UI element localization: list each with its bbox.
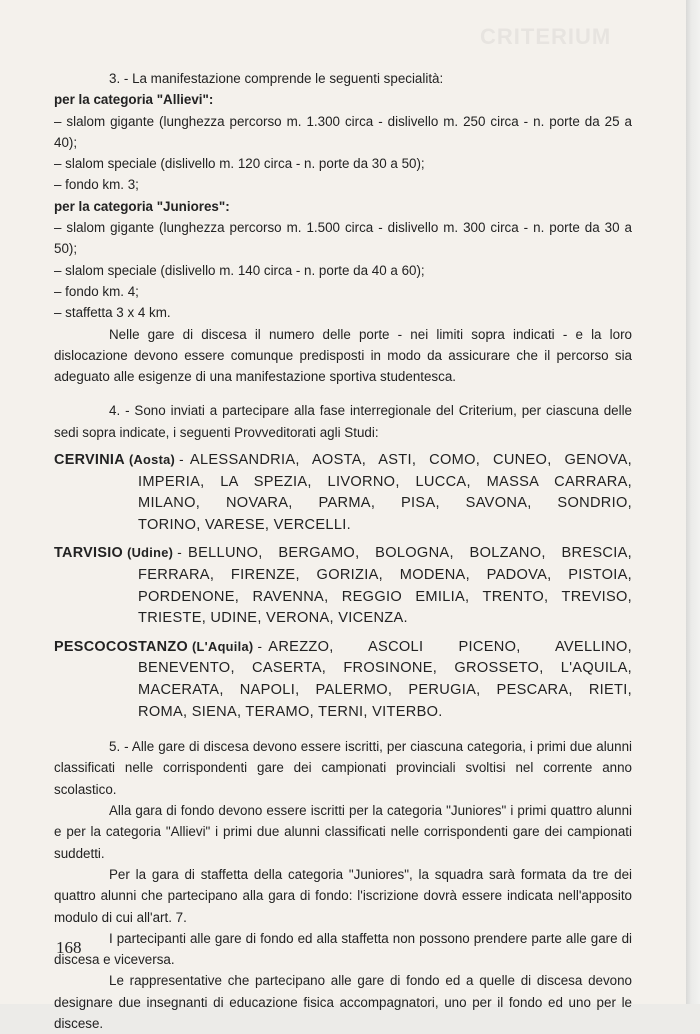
province-list-line: PORDENONE, RAVENNA, REGGIO EMILIA, TRENTO, TREVISO, <box>138 588 632 605</box>
section-5-paragraph: I partecipanti alle gare di fondo ed alla staffetta non possono prendere parte alle gare di discesa e viceversa. <box>54 930 632 968</box>
venue-separator: - <box>257 638 263 654</box>
venue-province: (L'Aquila) <box>192 638 254 654</box>
page-edge <box>686 0 700 1004</box>
venue-pescocostanzo <box>54 636 632 723</box>
province-list-line: BELLUNO, BERGAMO, BOLOGNA, BOLZANO, BRESCIA, <box>188 545 632 562</box>
section-5-paragraph: Le rappresentative che partecipano alle gare di fondo ed a quelle di discesa devono designare due insegnanti di educazione fisica accompagnatori, uno per il fondo ed uno per le discese. <box>54 973 632 1032</box>
page-number: 168 <box>56 938 82 957</box>
section-3-note: Nelle gare di discesa il numero delle porte - nei limiti sopra indicati - e la loro dislocazione devono essere comunque predisposti in modo da assicurare che il percorso sia adeguato alle esigenze di una manifestazione sportiva studentesca. <box>54 326 632 385</box>
section-5-paragraph: Alla gara di fondo devono essere iscritti per la categoria "Juniores" i primi quattro alunni e per la categoria "Allievi" i primi due alunni classificati nelle corrispondenti gare dei campionati suddetti. <box>54 803 632 861</box>
juniores-heading: per la categoria "Juniores": <box>54 198 230 214</box>
venue-name: CERVINIA <box>54 452 125 469</box>
venue-separator: - <box>177 545 183 561</box>
page-body <box>54 68 632 1034</box>
section-5-paragraph: Per la gara di staffetta della categoria "Juniores", la squadra sarà formata da tre dei quattro alunni che partecipano alla gara di fondo: l'iscrizione dovrà essere indicata nell'apposito modulo di cui all'art. 7. <box>54 866 632 925</box>
province-list-line: TORINO, VARESE, VERCELLI. <box>138 516 351 533</box>
venue-province: (Udine) <box>127 545 174 561</box>
province-list-line: MACERATA, NAPOLI, PALERMO, PERUGIA, PESCARA, RIETI, <box>138 681 632 698</box>
province-list-line: IMPERIA, LA SPEZIA, LIVORNO, LUCCA, MASSA CARRARA, <box>138 473 632 490</box>
bleed-through-text: CRITERIUM <box>480 24 612 49</box>
juniores-item: – fondo km. 4; <box>54 283 139 299</box>
juniores-item: – slalom gigante (lunghezza percorso m. 1.500 circa - dislivello m. 300 circa - n. porte da 30 a 50); <box>54 220 632 257</box>
province-list-line: FERRARA, FIRENZE, GORIZIA, MODENA, PADOVA, PISTOIA, <box>138 567 632 584</box>
juniores-item: – staffetta 3 x 4 km. <box>54 305 171 321</box>
allievi-heading: per la categoria "Allievi": <box>54 92 214 108</box>
province-list-line: AREZZO, ASCOLI PICENO, AVELLINO, <box>268 638 632 655</box>
province-list-line: MILANO, NOVARA, PARMA, PISA, SAVONA, SONDRIO, <box>138 495 632 512</box>
venue-tarvisio <box>54 542 632 629</box>
venue-name: PESCOCOSTANZO <box>54 638 188 655</box>
section-4-intro: 4. - Sono inviati a partecipare alla fase interregionale del Criterium, per ciascuna delle sedi sopra indicate, i seguenti Provveditorati agli Studi: <box>54 403 632 440</box>
section-5-paragraph: 5. - Alle gare di discesa devono essere iscritti, per ciascuna categoria, i primi due alunni classificati nelle corrispondenti gare dei campionati provinciali svoltisi nel corrente anno scolastico. <box>54 739 632 797</box>
juniores-item: – slalom speciale (dislivello m. 140 circa - n. porte da 40 a 60); <box>54 262 425 278</box>
venue-province: (Aosta) <box>128 452 176 468</box>
venue-cervinia <box>54 449 632 536</box>
allievi-item: – slalom gigante (lunghezza percorso m. 1.300 circa - dislivello m. 250 circa - n. porte da 25 a 40); <box>54 113 632 150</box>
province-list-line: BENEVENTO, CASERTA, FROSINONE, GROSSETO, L'AQUILA, <box>138 660 632 677</box>
allievi-item: – fondo km. 3; <box>54 177 139 193</box>
section-3-intro: 3. - La manifestazione comprende le seguenti specialità: <box>109 71 444 86</box>
venue-separator: - <box>179 452 184 468</box>
province-list-line: ROMA, SIENA, TERAMO, TERNI, VITERBO. <box>138 703 443 720</box>
allievi-item: – slalom speciale (dislivello m. 120 circa - n. porte da 30 a 50); <box>54 156 425 172</box>
province-list-line: TRIESTE, UDINE, VERONA, VICENZA. <box>138 610 408 627</box>
venue-name: TARVISIO <box>54 545 124 562</box>
province-list-line: ALESSANDRIA, AOSTA, ASTI, COMO, CUNEO, GENOVA, <box>189 452 632 469</box>
